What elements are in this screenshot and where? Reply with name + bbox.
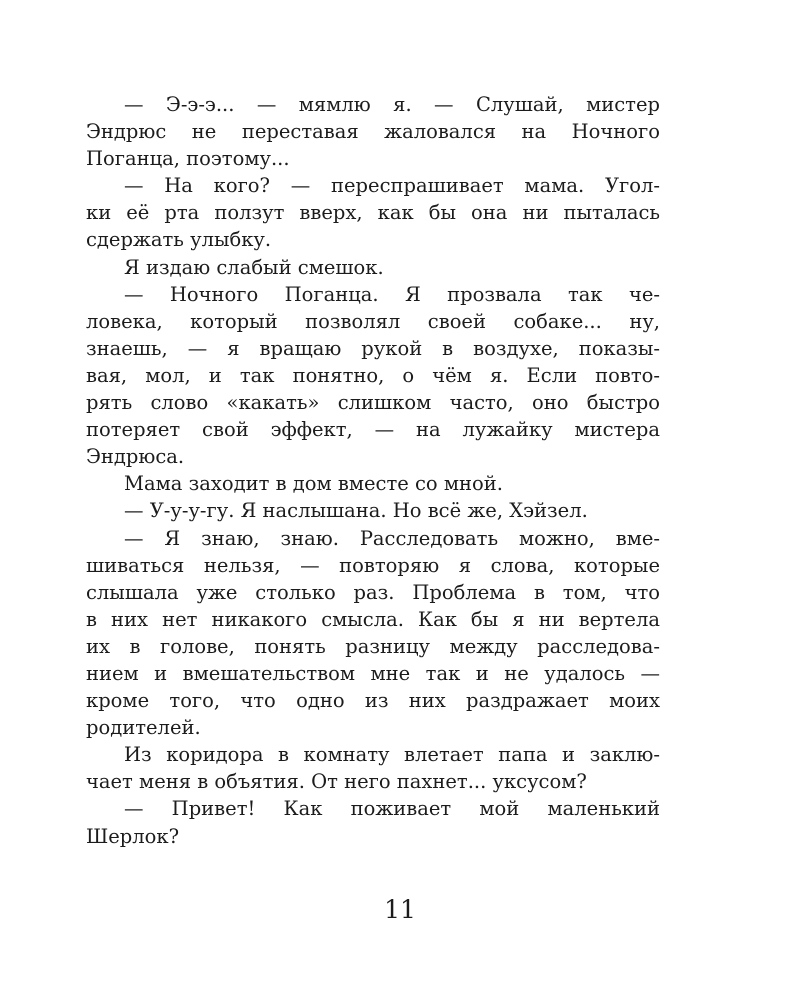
- text-line: шиваться нельзя, — повторяю я слова, которые: [86, 553, 660, 577]
- text-line: сдержать улыбку.: [86, 228, 272, 252]
- text-line: Из коридора в комнату влетает папа и заклю-: [124, 743, 660, 767]
- text-line: — У-у-у-гу. Я наслышана. Но всё же, Хэйзел.: [124, 499, 588, 523]
- text-line: кроме того, что одно из них раздражает моих: [86, 689, 660, 713]
- text-line: потеряет свой эффект, — на лужайку мистера: [86, 418, 660, 442]
- text-line: — Э-э-э... — мямлю я. — Слушай, мистер: [124, 93, 660, 116]
- page-number: 11: [384, 895, 416, 924]
- text-line: в них нет никакого смысла. Как бы я ни вертела: [86, 607, 660, 631]
- text-line: — Привет! Как поживает мой маленький: [124, 797, 660, 821]
- text-line: нием и вмешательством мне так и не удалось —: [86, 661, 660, 685]
- text-line: рять слово «какать» слишком часто, оно быстро: [86, 391, 660, 415]
- text-line: Я издаю слабый смешок.: [124, 255, 384, 279]
- text-line: вая, мол, и так понятно, о чём я. Если повто-: [86, 363, 660, 387]
- text-line: Эндрюса.: [86, 445, 185, 469]
- text-line: — Я знаю, знаю. Расследовать можно, вме-: [124, 526, 660, 550]
- text-line: Эндрюс не переставая жаловался на Ночного: [86, 120, 660, 144]
- text-line: ки её рта ползут вверх, как бы она ни пыталась: [86, 201, 660, 225]
- text-line: Шерлок?: [86, 824, 180, 848]
- text-line: слышала уже столько раз. Проблема в том, что: [86, 580, 660, 604]
- text-line: родителей.: [86, 716, 201, 740]
- text-line: знаешь, — я вращаю рукой в воздухе, показы-: [86, 336, 660, 360]
- text-line: — Ночного Поганца. Я прозвала так че-: [124, 282, 660, 306]
- text-line: чает меня в объятия. От него пахнет... уксусом?: [86, 770, 587, 794]
- text-line: ловека, который позволял своей собаке... ну,: [86, 309, 660, 333]
- text-line: их в голове, понять разницу между расследова-: [86, 634, 660, 658]
- text-line: Мама заходит в дом вместе со мной.: [124, 472, 503, 496]
- text-line: Поганца, поэтому...: [86, 147, 290, 171]
- body-text: [86, 91, 660, 850]
- text-line: — На кого? — переспрашивает мама. Угол-: [124, 174, 660, 198]
